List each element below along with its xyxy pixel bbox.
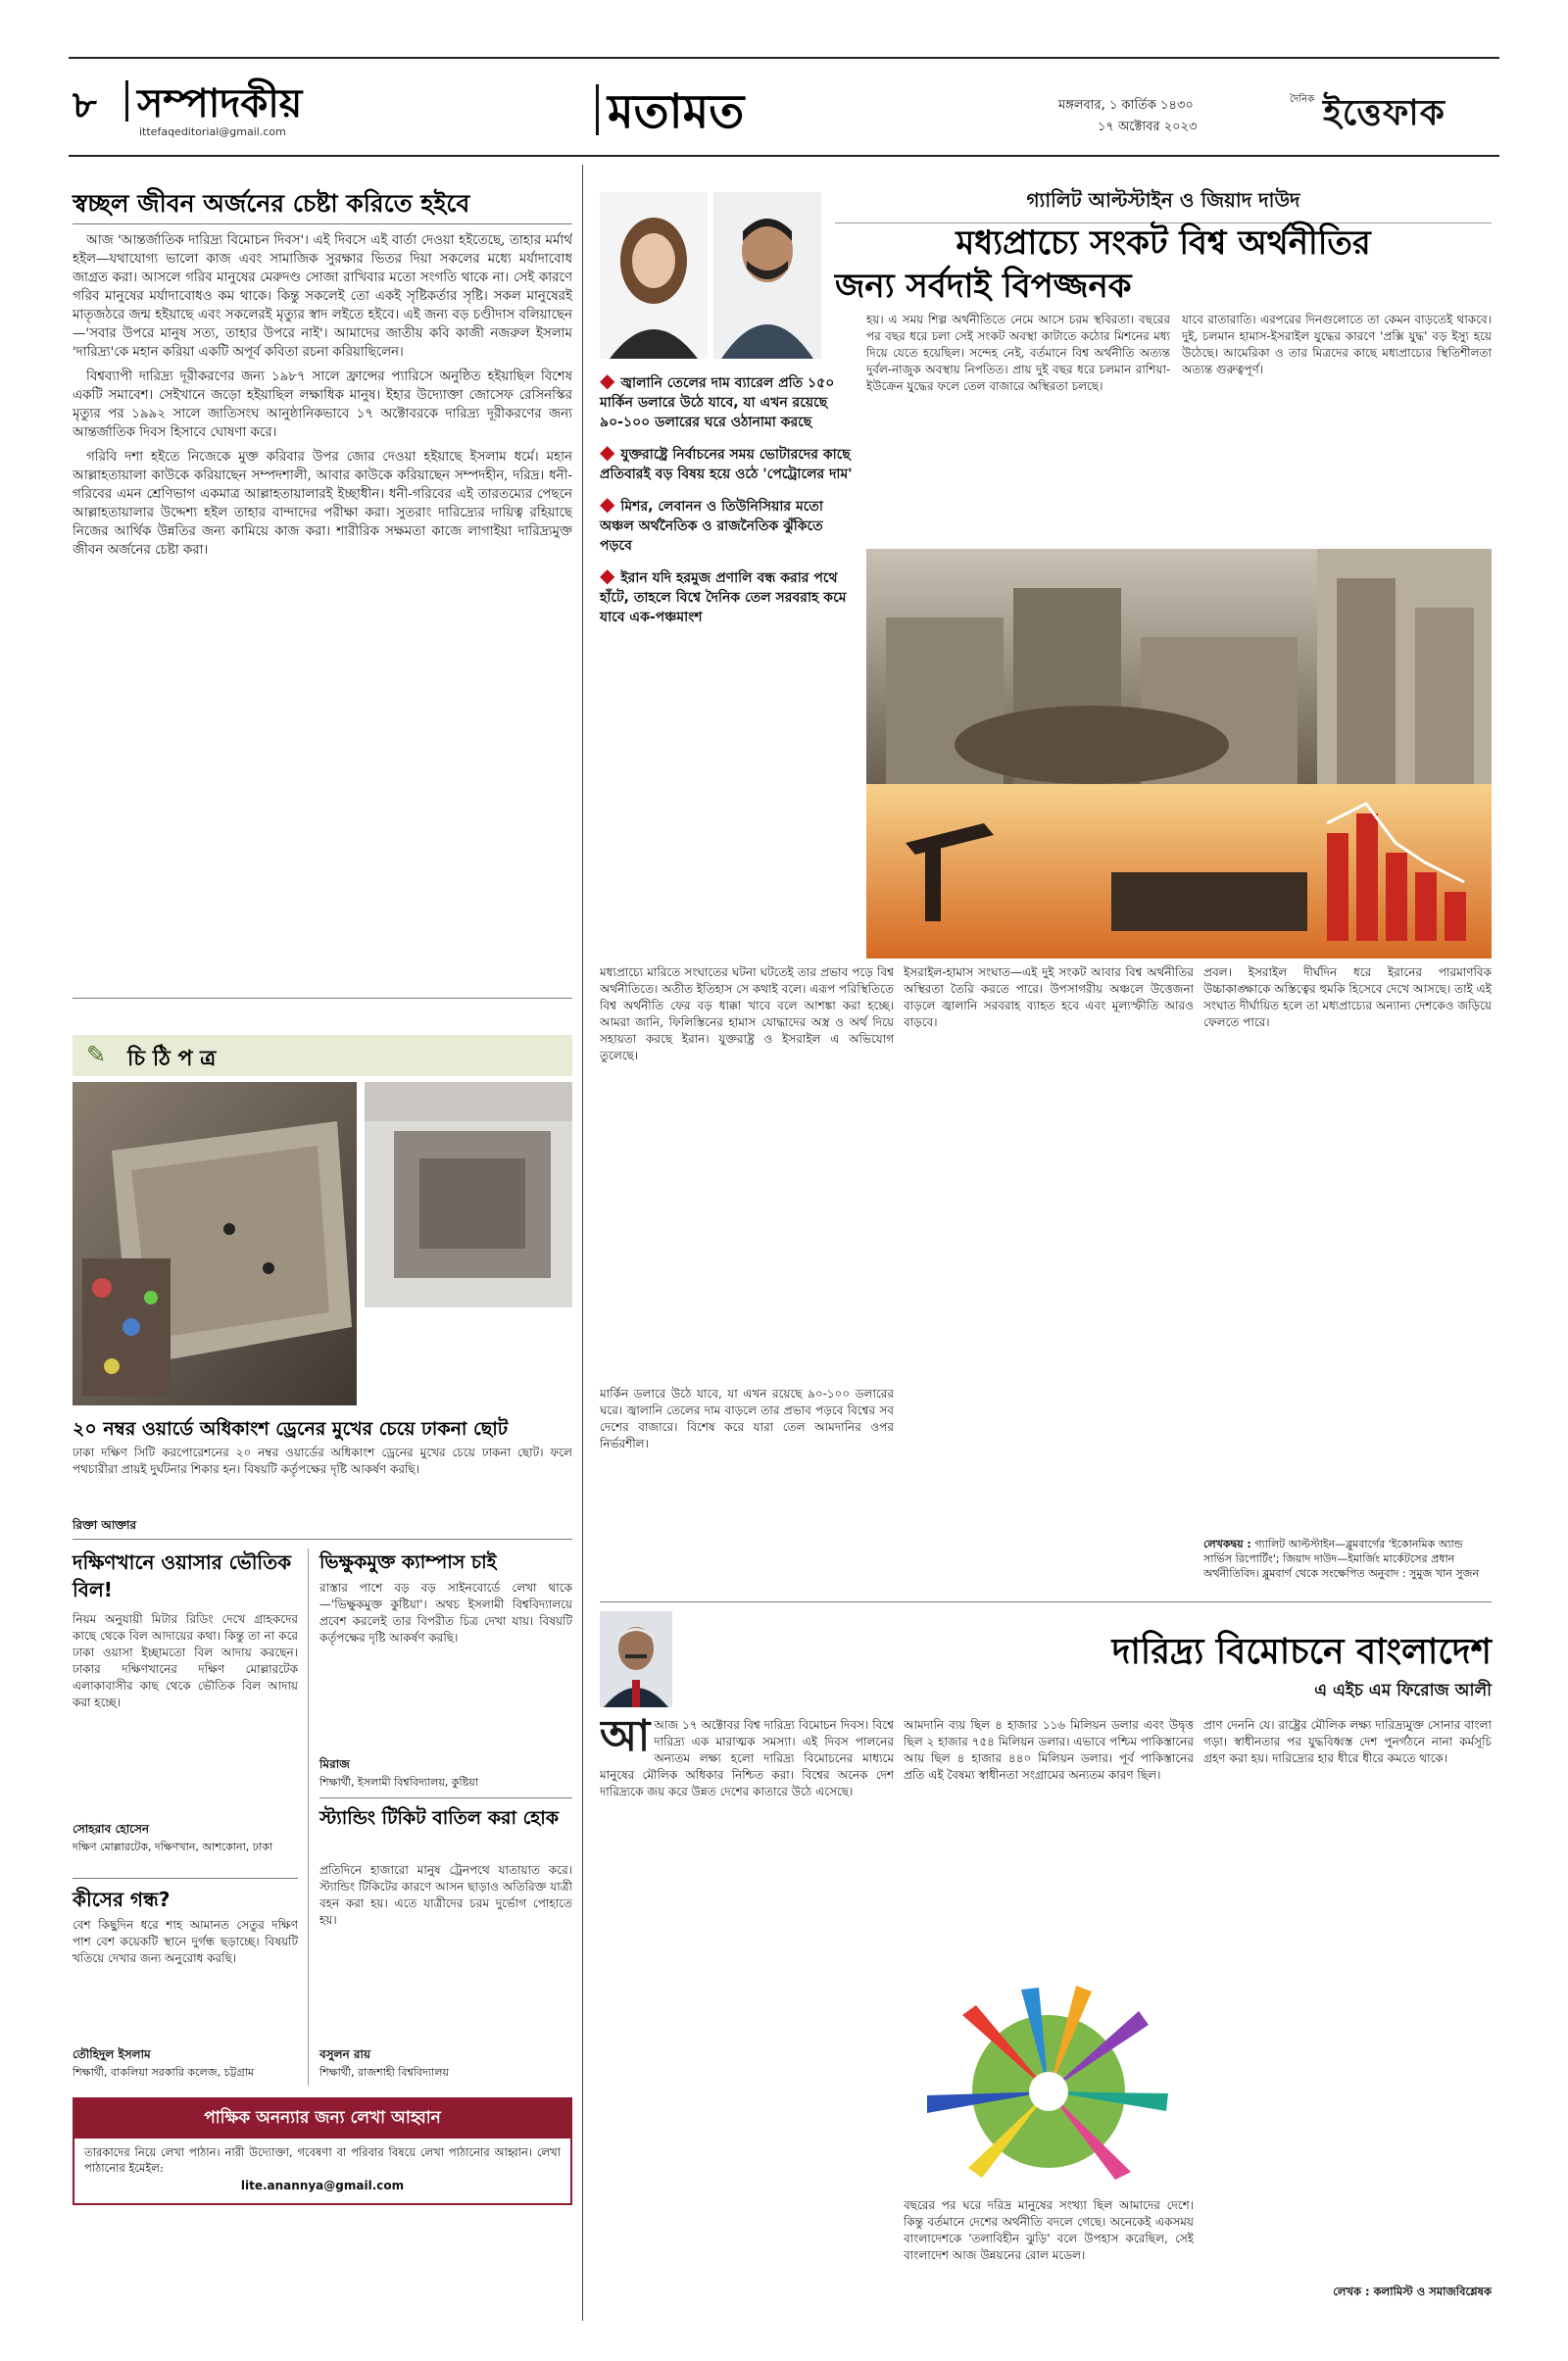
- column2-body-d: বছরের পর ঘরে দরিদ্র মানুষের সংখ্যা ছিল আমাদের দেশে। কিন্তু বর্তমানে দেশের অর্থনীতি বদলে গেছে। অনেকেই একসময় বাংলাদেশকে 'তলাবিহীন ঝুড়ি' বলে উপহাস করেছিল, সেই বাংলাদেশ আজ উন্নয়নের রোল মডেল।: [904, 2198, 1194, 2262]
- column1-body-b: যাবে রাতারাতি। এরপরের দিনগুলোতে তা কেমন বাড়তেই থাকবে। দুই, চলমান হামাস-ইসরাইল যুদ্ধের কারণে 'প্রক্সি যুদ্ধ' বড় ইস্যু হয়ে উঠেছে। আমেরিকা ও তার মিত্রদের কাছে মধ্যপ্রাচ্যের স্থিতিশীলতা অত্যন্ত গুরুত্বপূর্ণ।: [1182, 313, 1492, 376]
- letter4-place: শিক্ষার্থী, ইসলামী বিশ্ববিদ্যালয়, কুষ্টিয়া: [319, 1776, 478, 1789]
- translation-note: [1203, 1537, 1492, 1596]
- editorial-paragraph: আজ 'আন্তর্জাতিক দারিদ্র্য বিমোচন দিবস'। এই দিবসে এই বার্তা দেওয়া হইতেছে, তাহার মর্মার্থ হইল—যথাযোগ্য ভালো কাজ এবং সামাজিক সুরক্ষার ভিতর দিয়া সকলের মধ্যে মর্যাদাবোধ জাগ্রত করা। আসলে গরিব মানুষের মেরুদণ্ড সোজা রাখিবার মতো সংগতি থাকে না। সেই কারণে গরিব মানুষের মর্যাদাবোধও কম থাকে। কিন্তু সকলেই তো একই সৃষ্টিকর্তার সৃষ্টি। সকল মানুষেরই মাতৃজঠরে জন্ম হইয়াছে এবং সকলেরই মৃত্যুর স্বাদ লইতে হইবে। এই জন্য বড় চণ্ডীদাস বলিয়াছেন—'সবার উপরে মানুষ সত্য, তাহার উপরে নাই'। আমাদের জাতীয় কবি কাজী নজরুল ইসলাম 'দারিদ্র্য'কে মহান করিয়া একটি অপূর্ব কবিতা রচনা করিয়াছিলেন।: [73, 233, 572, 360]
- conflict-photo-collage: [866, 549, 1492, 959]
- section-email[interactable]: ittefaqeditorial@gmail.com: [139, 125, 286, 138]
- letter-main-headline: ২০ নম্বর ওয়ার্ডে অধিকাংশ ড্রেনের মুখের চেয়ে ঢাকনা ছোট: [73, 1418, 509, 1440]
- drain-photo-inset: [365, 1082, 572, 1307]
- translation-note-label: লেখকদ্বয় :: [1203, 1538, 1251, 1550]
- author-photo-woman: [600, 192, 708, 359]
- letter5-text: প্রতিদিনে হাজারো মানুষ ট্রেনপথে যাতায়াত করে। স্ট্যান্ডিং টিকিটের কারণে আসন ছাড়াও অতিরিক্ত যাত্রী বহন করা হয়। এতে যাত্রীদের চরম দুর্ভোগ পোহাতে হয়।: [319, 1863, 572, 1927]
- opinion-title: মতামত: [608, 84, 745, 139]
- section-title: সম্পাদকীয়: [137, 80, 303, 126]
- column2-body-a: [600, 1717, 894, 2295]
- editorial-headline: স্বচ্ছল জীবন অর্জনের চেষ্টা করিতে হইবে: [73, 189, 470, 218]
- ad-text: তারকাদের নিয়ে লেখা পাঠান। নারী উদ্যোক্তা, গবেষণা বা পরিবার বিষয়ে লেখা পাঠানোর আহ্বান। লেখা পাঠানোর ইমেইল:: [84, 2145, 561, 2175]
- letter3-headline: কীসের গন্ধ?: [73, 1888, 171, 1911]
- letter4-author: মিরাজ: [319, 1757, 350, 1771]
- letter2-headline: দক্ষিণখানে ওয়াসার ভৌতিক বিল!: [73, 1550, 292, 1601]
- column1-body-a: হয়। এ সময় শিল্প অর্থনীতিতে নেমে আসে চরম স্থবিরতা। বছরের পর বছর ধরে চলা সেই সংকট অবস্থা কাটাতে কঠোর মিশনের মধ্য দিয়ে যেতে হয়েছিল। সন্দেহ নেই, বর্তমানে বিশ্ব অর্থনীতি অত্যন্ত দুর্বল-নাজুক অবস্থায় নিপতিত। প্রায় দুই বছর ধরে চলমান রাশিয়া-ইউক্রেন যুদ্ধের ফলে তেল বাজারে অস্থিরতা চলছে।: [866, 313, 1170, 393]
- translation-note-text: গ্যালিট আল্টস্টাইন—ব্লুমবার্গের 'ইকোনমিক অ্যান্ড সার্ভিস রিপোর্টিং'; জিয়াদ দাউদ—ইমার্জিং মার্কেটসের প্রধান অর্থনীতিবিদ। ব্লুমবার্গ থেকে সংক্ষেপিত অনুবাদ : সুমুজ খান সুজন: [1203, 1538, 1480, 1580]
- editorial-body: [73, 231, 572, 988]
- date-english: ১৭ অক্টোবর ২০২৩: [1098, 120, 1198, 134]
- column1-body-e: ইসরাইল-হামাস সংঘাত—এই দুই সংকট আবার বিশ্ব অর্থনীতির অস্থিরতা তৈরি করতে পারে। উপসাগরীয় অঞ্চলে উত্তেজনা বাড়লে জ্বালানি সরবরাহ ব্যাহত হবে এবং মূল্যস্ফীতি আরও বাড়বে।: [904, 965, 1194, 1029]
- paper-logo: [1266, 86, 1492, 131]
- call-for-writing-box: [73, 2097, 572, 2205]
- page-number: ৮: [73, 82, 97, 126]
- letter5-headline: স্ট্যান্ডিং টিকিট বাতিল করা হোক: [319, 1807, 560, 1829]
- letter4-headline: ভিক্ষুকমুক্ত ক্যাম্পাস চাই: [319, 1551, 497, 1573]
- key-point: ◆ ইরান যদি হরমুজ প্রণালি বন্ধ করার পথে হাঁটে, তাহলে বিশ্বে দৈনিক তেল সরবরাহ কমে যাবে এক-পঞ্চমাংশ: [600, 564, 847, 625]
- masthead-divider-2: [596, 84, 599, 135]
- key-point: ◆ মিশর, লেবানন ও তিউনিসিয়ার মতো অঞ্চল অর্থনৈতিক ও রাজনৈতিক ঝুঁকিতে পড়বে: [600, 492, 823, 554]
- letter-main-author: রিক্তা আক্তার: [73, 1518, 137, 1532]
- letters-header: [73, 1035, 572, 1076]
- author-photo-firoz: [600, 1611, 672, 1707]
- hands-illustration: [904, 1976, 1194, 2191]
- editorial-paragraph: গরিবি দশা হইতে নিজেকে মুক্ত করিবার উপর জোর দেওয়া হইয়াছে ইসলাম ধর্মে। মহান আল্লাহতায়ালা কাউকে করিয়াছেন সম্পদশালী, আবার কাউকে করিয়াছেন সম্পদহীন, দরিদ্র। ধনী-গরিবের এমন শ্রেণিভাগ একমাত্র আল্লাহতায়ালারই ইচ্ছাধীন। ধনী-গরিবের এই তারতম্যের পেছনে আল্লাহতায়ালার উদ্দেশ্য হইল তাহার বান্দাদের পরীক্ষা করা। সুতরাং দারিদ্র্যের দায়িত্ব রহিয়াছে নিজের আর্থিক উন্নতির জন্য কামিয়ে কাজ করা। শারীরিক সক্ষমতা কাজে লাগাইয়া দারিদ্র্যমুক্ত জীবন অর্জনের চেষ্টা করা।: [73, 450, 572, 558]
- column1-authors: গ্যালিট আল্টস্টাইন ও জিয়াদ দাউদ: [835, 186, 1492, 223]
- editorial-paragraph: বিশ্বব্যাপী দারিদ্র্য দূরীকরণের জন্য ১৯৮৭ সালে ফ্রান্সের প্যারিসে অনুষ্ঠিত হইয়াছিল বিশেষ একটি সমাবেশ। সেইখানে জড়ো হইয়াছিল লক্ষাধিক মানুষ। ইহার উদ্যোক্তা জোসেফ রেসিনস্কির মৃত্যুর পর ১৯৯২ সালে জাতিসংঘ আনুষ্ঠানিকভাবে ১৭ অক্টোবরকে দারিদ্র্য দূরীকরণের জন্য আন্তর্জাতিক দিবস হিসাবে ঘোষণা করে।: [73, 369, 572, 440]
- key-points: [600, 370, 855, 664]
- letter2-author: সোহরাব হোসেন: [73, 1822, 150, 1836]
- column2-body-c: প্রাণ দেননি যে। রাষ্ট্রের মৌলিক লক্ষ্য দারিদ্র্যমুক্ত সোনার বাংলা গড়া। স্বাধীনতার পর যুদ্ধবিধ্বস্ত দেশ পুনর্গঠনে নানা কর্মসূচি গ্রহণ করা হয়। দারিদ্র্যের হার ধীরে ধীরে কমতে থাকে।: [1203, 1718, 1492, 1765]
- letter-main-text: ঢাকা দক্ষিণ সিটি করপোরেশনের ২০ নম্বর ওয়ার্ডের অধিকাংশ ড্রেনের মুখের চেয়ে ঢাকনা ছোট। ফলে পথচারীরা প্রায়ই দুর্ঘটনার শিকার হন। বিষয়টি কর্তৃপক্ষের দৃষ্টি আকর্ষণ করছি।: [73, 1446, 572, 1476]
- letter3-place: শিক্ষার্থী, বাকলিয়া সরকারি কলেজ, চট্টগ্রাম: [73, 2066, 254, 2079]
- letter2-text: নিয়ম অনুযায়ী মিটার রিডিং দেখে গ্রাহকদের কাছে থেকে বিল আদায়ের কথা। কিন্তু তা না করে ঢাকা ওয়াসা ইচ্ছামতো বিল আদায় করছেন। ঢাকার দক্ষিণখানের দক্ষিণ মোল্লারটেক এলাকাবাসীর কাছ থেকে ভৌতিক বিল আদায় করা হচ্ছে।: [73, 1612, 298, 1709]
- ad-email[interactable]: lite.anannya@gmail.com: [240, 2179, 405, 2192]
- letter3-text: বেশ কিছুদিন ধরে শাহ আমানত সেতুর দক্ষিণ পাশ বেশ কয়েকটি স্থানে দুর্গন্ধ ছড়াচ্ছে। বিষয়টি খতিয়ে দেখার জন্য অনুরোধ করছি।: [73, 1918, 298, 1965]
- key-point: ◆ জ্বালানি তেলের দাম ব্যারেল প্রতি ১৫০ মার্কিন ডলারে উঠে যাবে, যা এখন রয়েছে ৯০-১০০ ডলারের ঘরে ওঠানামা করছে: [600, 369, 835, 430]
- key-point: ◆ যুক্তরাষ্ট্রে নির্বাচনের সময় ভোটারদের কাছে প্রতিবারই বড় বিষয় হয়ে ওঠে 'পেট্রোলের দাম': [600, 440, 853, 482]
- ad-title: পাক্ষিক অনন্যার জন্য লেখা আহ্বান: [74, 2099, 570, 2139]
- author-photo-man: [713, 192, 821, 359]
- letter5-author: বসুলন রায়: [319, 2047, 371, 2061]
- letter4-text: রাস্তার পাশে বড় বড় সাইনবোর্ডে লেখা থাকে—'ভিক্ষুকমুক্ত কুষ্টিয়া'। অথচ ইসলামী বিশ্ববিদ্যালয়ে প্রবেশ করলেই তার বিপরীত চিত্র দেখা যায়। বিষয়টি কর্তৃপক্ষের দৃষ্টি আকর্ষণ করছি।: [319, 1581, 572, 1645]
- letter3-author: তৌহিদুল ইসলাম: [73, 2047, 151, 2061]
- column1-headline-2: জন্য সর্বদাই বিপজ্জনক: [835, 267, 1132, 306]
- column1-headline-1: মধ্যপ্রাচ্যে সংকট বিশ্ব অর্থনীতির: [956, 223, 1371, 263]
- letter5-place: শিক্ষার্থী, রাজশাহী বিশ্ববিদ্যালয়: [319, 2066, 449, 2079]
- paper-logo-small: দৈনিক: [1290, 94, 1315, 105]
- column2-body-b: আমদানি ব্যয় ছিল ৪ হাজার ১১৬ মিলিয়ন ডলার এবং উদ্বৃত্ত ছিল ২ হাজার ৭৫৪ মিলিয়ন ডলার। এভাবে পশ্চিম পাকিস্তানের আয় ছিল ৪ হাজার ৪৪০ মিলিয়ন ডলার। পূর্ব পাকিস্তানের প্রতি এই বৈষম্য স্বাধীনতা সংগ্রামের অন্যতম কারণ ছিল।: [904, 1718, 1194, 1782]
- column2-body-a-text: আজ ১৭ অক্টোবর বিশ্ব দারিদ্র্য বিমোচন দিবস। বিশ্বে দারিদ্র্য এক মারাত্মক সমস্যা। এই দিবস পালনের অন্যতম লক্ষ্য হলো দারিদ্র্য বিমোচনের মাধ্যমে মানুষের মৌলিক অধিকার নিশ্চিত করা। বিশ্বের অনেক দেশ দারিদ্র্যকে জয় করে উন্নত দেশের কাতারে উঠে এসেছে।: [600, 1718, 894, 1798]
- letters-title: চি ঠি প ত্র: [127, 1047, 217, 1071]
- date-bangla: মঙ্গলবার, ১ কার্তিক ১৪৩০: [1058, 98, 1194, 113]
- column1-body-c: মধ্যপ্রাচ্যে মারিতে সংঘাতের ঘটনা ঘটতেই তার প্রভাব পড়ে বিশ্ব অর্থনীতিতে। অতীত ইতিহাস সে কথাই বলে। এরূপ পরিস্থিতিতে বিশ্ব অর্থনীতি ফের বড় ধাক্কা খাবে বলে আশঙ্কা করা হচ্ছে। আমরা জানি, ফিলিস্তিনের হামাস যোদ্ধাদের অস্ত্র ও অর্থ দিয়ে সহায়তা করছে ইরান। যুক্তরাষ্ট্র ও ইসরাইল এ অভিযোগ তুলেছে।: [600, 965, 894, 1062]
- dropcap: আ: [600, 1717, 651, 1761]
- column2-author: এ এইচ এম ফিরোজ আলী: [1314, 1681, 1492, 1700]
- column2-author-note: লেখক : কলামিস্ট ও সমাজবিশ্লেষক: [1333, 2285, 1492, 2298]
- letter2-place: দক্ষিণ মোল্লারটেক, দক্ষিণখান, আশকোনা, ঢাকা: [73, 1841, 273, 1853]
- paper-logo-name: ইত্তেফাক: [1323, 92, 1446, 133]
- column1-body-d: মার্কিন ডলারে উঠে যাবে, যা এখন রয়েছে ৯০-১০০ ডলারের ঘরে। জ্বালানি তেলের দাম বাড়লে তার প্রভাব পড়বে বিশ্বের সব দেশের বাজারে। বিশেষ করে যারা তেল আমদানির ওপর নির্ভরশীল।: [600, 1387, 894, 1451]
- masthead-divider-1: [125, 80, 128, 122]
- column2-headline: দারিদ্র্য বিমোচনে বাংলাদেশ: [1111, 1631, 1492, 1672]
- drain-photo-main: [73, 1082, 357, 1405]
- quill-icon: ✎: [86, 1041, 107, 1068]
- column1-body-f: প্রবল। ইসরাইল দীর্ঘদিন ধরে ইরানের পারমাণবিক উচ্চাকাঙ্ক্ষাকে অস্তিত্বের হুমকি হিসেবে দেখে আসছে। তাই এই সংঘাত দীর্ঘায়িত হলে তা মধ্যপ্রাচ্যের অন্যান্য দেশকেও জড়িয়ে ফেলতে পারে।: [1203, 965, 1492, 1029]
